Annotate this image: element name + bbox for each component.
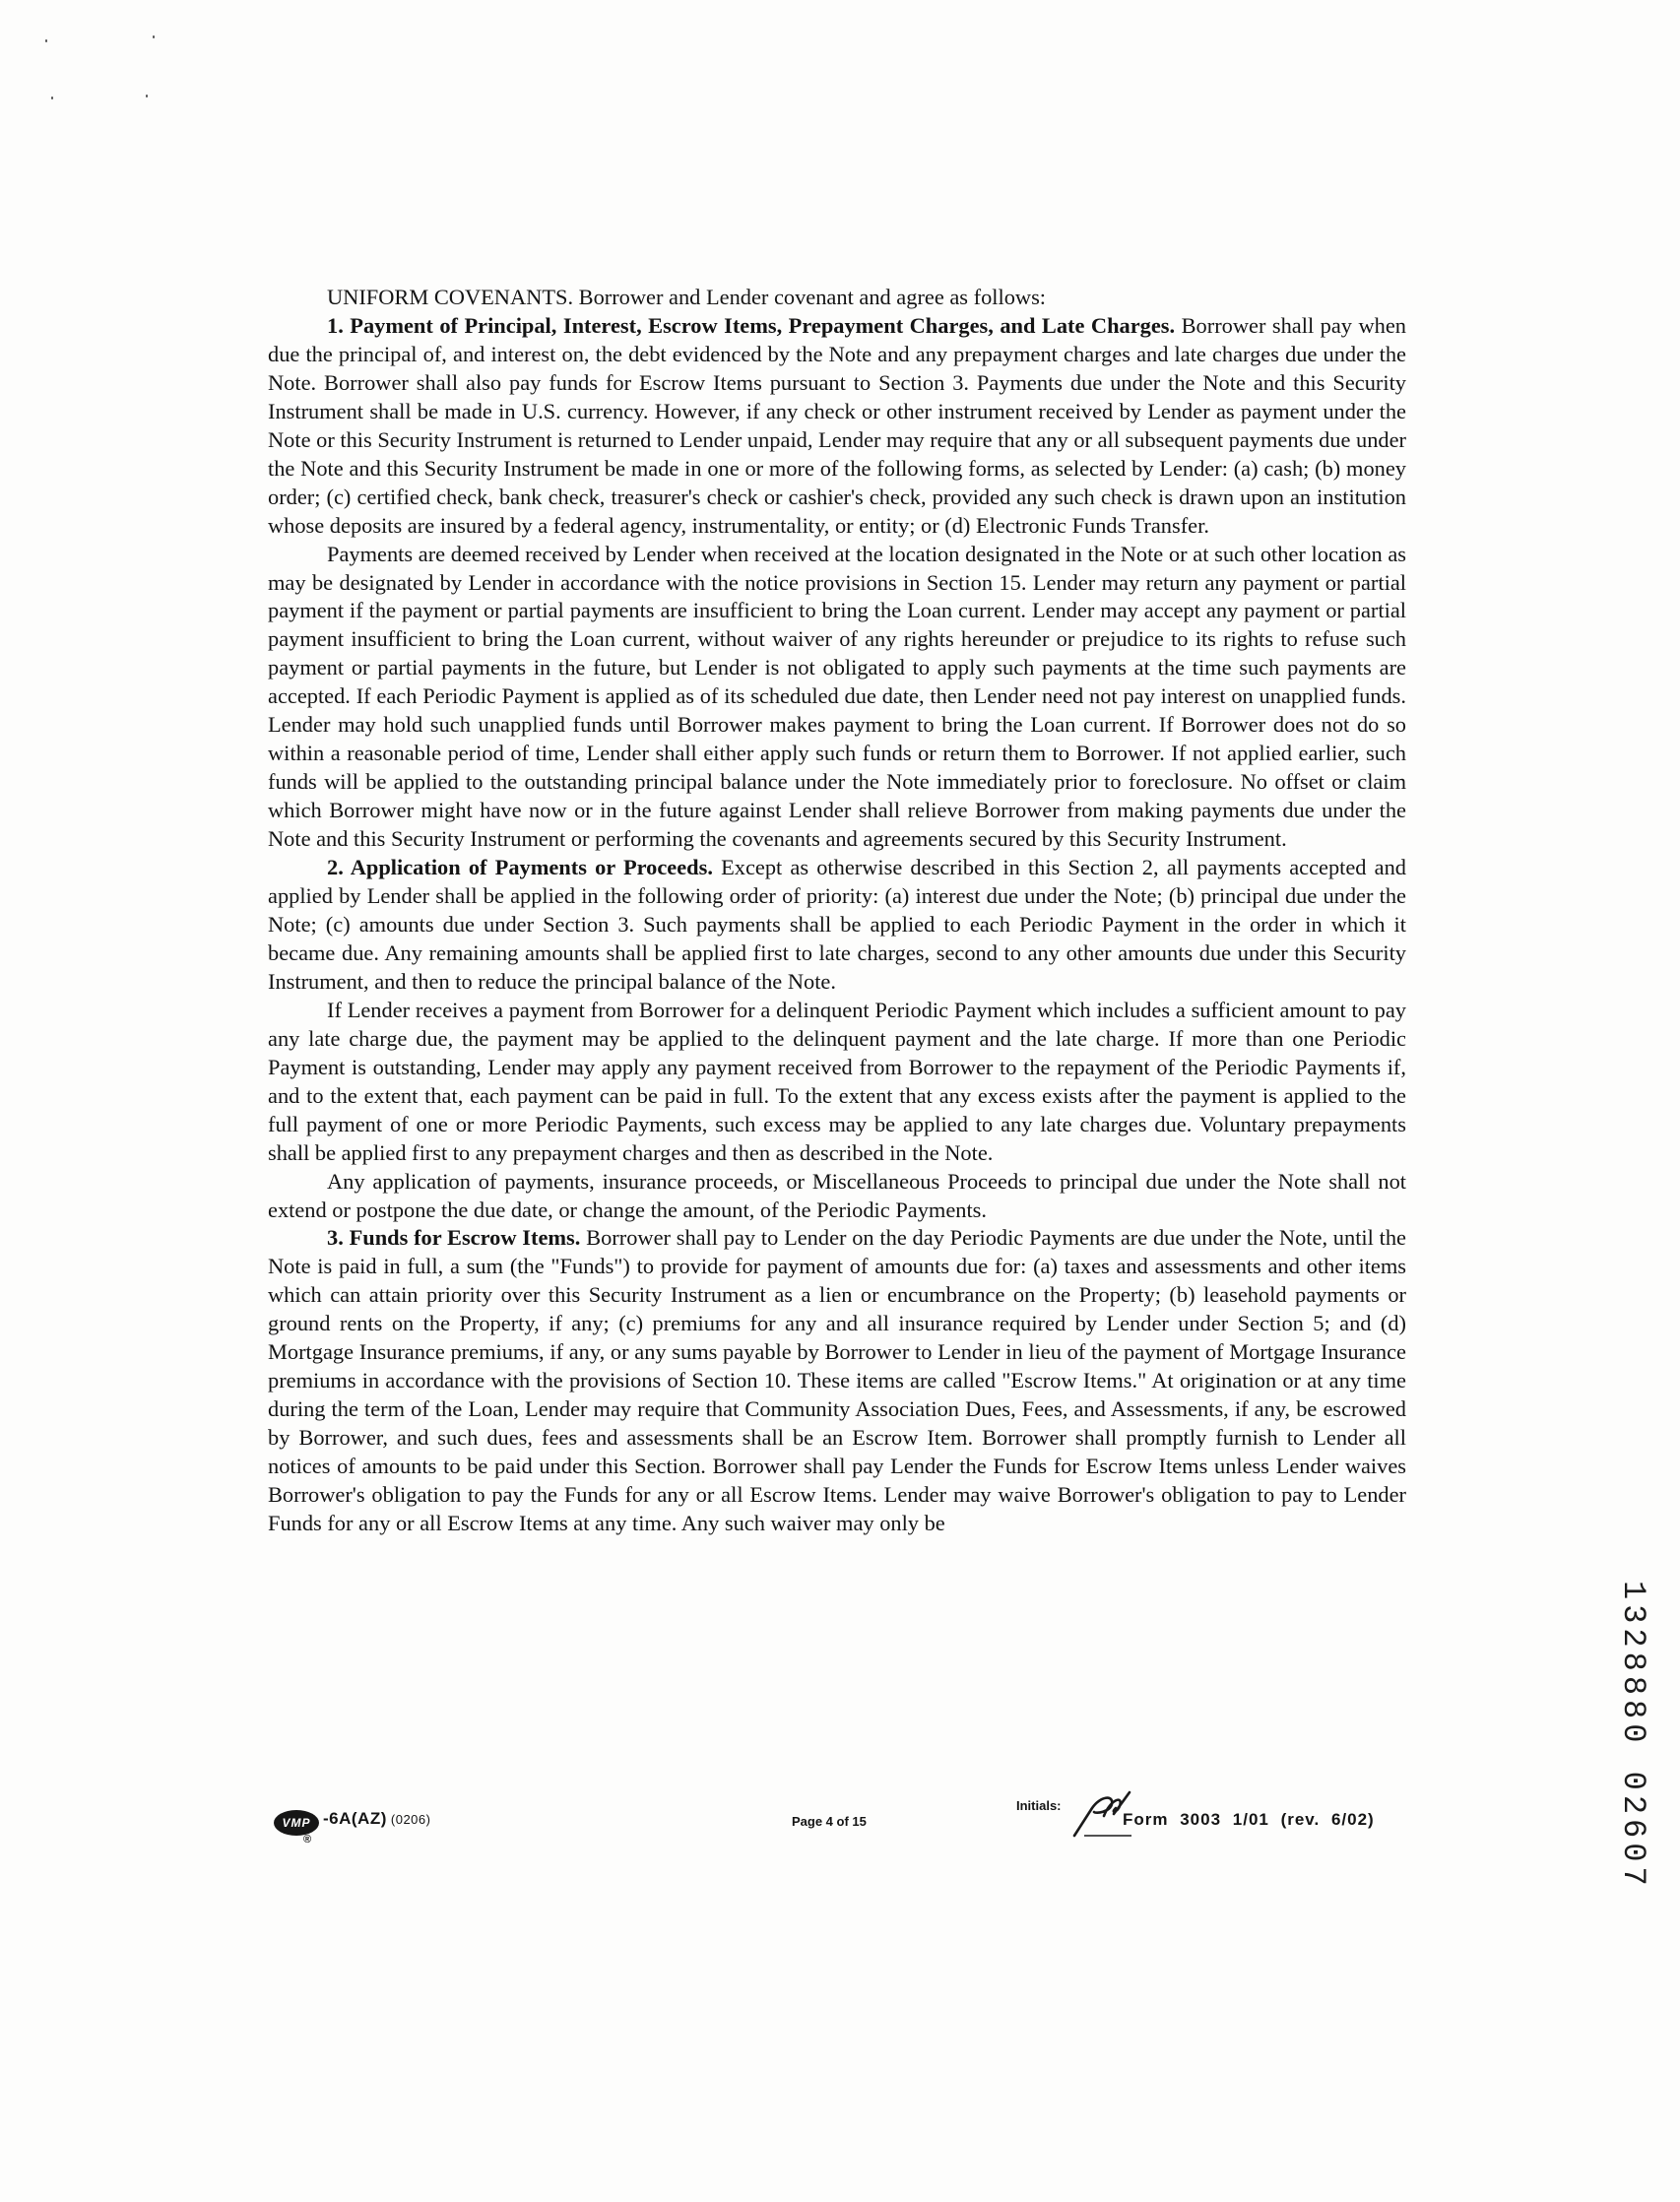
- form-code-text: -6A(AZ): [323, 1809, 387, 1828]
- page-footer: [268, 1790, 1410, 1849]
- form-identifier: Form 3003 1/01 (rev. 6/02): [1123, 1810, 1375, 1829]
- section-3-body: Borrower shall pay to Lender on the day Periodic Payments are due under the Note, until the Note is paid in full, a sum (the "Funds") to provide for payment of amounts due for: (a) taxes and assessments and other items which can attain priority over this Security Instrument as a lien or encumbrance on the Property; (b) leasehold payments or ground rents on the Property, if any; (c) premiums for any and all insurance required by Lender under Section 5; and (d) Mortgage Insurance premiums, if any, or any sums payable by Borrower to Lender in lieu of the payment of Mortgage Insurance premiums in accordance with the provisions of Section 10. These items are called "Escrow Items." At origination or at any time during the term of the Loan, Lender may require that Community Association Dues, Fees, and Assessments, if any, be escrowed by Borrower, and such dues, fees and assessments shall be an Escrow Item. Borrower shall promptly furnish to Lender all notices of amounts to be paid under this Section. Borrower shall pay Lender the Funds for Escrow Items unless Lender waives Borrower's obligation to pay the Funds for any or all Escrow Items. Lender may waive Borrower's obligation to pay to Lender Funds for any or all Escrow Items at any time. Any such waiver may only be: [268, 1225, 1406, 1535]
- intro-line: UNIFORM COVENANTS. Borrower and Lender covenant and agree as follows:: [327, 285, 1047, 309]
- section-1-paragraph: [268, 312, 1406, 541]
- section-1-continuation-body: Payments are deemed received by Lender when received at the location designated in the Note or at such other location as may be designated by Lender in accordance with the notice provisions in Section 15. Lender may return any payment or partial payment if the payment or partial payments are insufficient to bring the Loan current. Lender may accept any payment or partial payment insufficient to bring the Loan current, without waiver of any rights hereunder or prejudice to its rights to refuse such payment or partial payments in the future, but Lender is not obligated to apply such payments at the time such payments are accepted. If each Periodic Payment is applied as of its scheduled due date, then Lender need not pay interest on unapplied funds. Lender may hold such unapplied funds until Borrower makes payment to bring the Loan current. If Borrower does not do so within a reasonable period of time, Lender shall either apply such funds or return them to Borrower. If not applied earlier, such funds will be applied to the outstanding principal balance under the Note immediately prior to foreclosure. No offset or claim which Borrower might have now or in the future against Lender shall relieve Borrower from making payments due under the Note and this Security Instrument or performing the covenants and agreements secured by this Security Instrument.: [268, 541, 1406, 852]
- section-2-paragraph: [268, 854, 1406, 997]
- section-2-late-payment-body: If Lender receives a payment from Borrower for a delinquent Periodic Payment which includes a sufficient amount to pay any late charge due, the payment may be applied to the delinquent payment and the late charge. If more than one Periodic Payment is outstanding, Lender may apply any payment received from Borrower to the repayment of the Periodic Payments if, and to the extent that, each payment can be paid in full. To the extent that any excess exists after the payment is applied to the full payment of one or more Periodic Payments, such excess may be applied to any late charges due. Voluntary prepayments shall be applied first to any prepayment charges and then as described in the Note.: [268, 997, 1406, 1165]
- section-2-heading: 2. Application of Payments or Proceeds.: [327, 855, 713, 880]
- page-number: Page 4 of 15: [792, 1814, 867, 1829]
- section-2-late-payment-paragraph: [268, 997, 1406, 1168]
- section-2-application-body: Any application of payments, insurance proceeds, or Miscellaneous Proceeds to principal due under the Note shall not extend or postpone the due date, or change the amount, of the Periodic Payments.: [268, 1168, 1406, 1222]
- vmp-logo-icon: VMP: [274, 1810, 319, 1836]
- form-code: [323, 1809, 430, 1829]
- section-1-heading: 1. Payment of Principal, Interest, Escrow Items, Prepayment Charges, and Late Charges.: [327, 312, 1176, 338]
- document-body: [268, 284, 1406, 1538]
- recording-number-stamp: 1328880 02607: [1615, 1581, 1651, 1891]
- section-2-application-paragraph: [268, 1168, 1406, 1225]
- form-code-date: (0206): [390, 1812, 431, 1827]
- section-3-heading: 3. Funds for Escrow Items.: [327, 1225, 581, 1251]
- section-1-body: Borrower shall pay when due the principal of, and interest on, the debt evidenced by the Note and any prepayment charges and late charges due under the Note. Borrower shall also pay funds for Escrow Items pursuant to Section 3. Payments due under the Note and this Security Instrument shall be made in U.S. currency. However, if any check or other instrument received by Lender as payment under the Note or this Security Instrument is returned to Lender unpaid, Lender may require that any or all subsequent payments due under the Note and this Security Instrument be made in one or more of the following forms, as selected by Lender: (a) cash; (b) money order; (c) certified check, bank check, treasurer's check or cashier's check, provided any such check is drawn upon an institution whose deposits are insured by a federal agency, instrumentality, or entity; or (d) Electronic Funds Transfer.: [268, 312, 1406, 538]
- section-2-body: Except as otherwise described in this Section 2, all payments accepted and applied by Lender shall be applied in the following order of priority: (a) interest due under the Note; (b) principal due under the Note; (c) amounts due under Section 3. Such payments shall be applied to each Periodic Payment in the order in which it became due. Any remaining amounts shall be applied first to late charges, second to any other amounts due under this Security Instrument, and then to reduce the principal balance of the Note.: [268, 855, 1406, 994]
- section-1-continuation-paragraph: [268, 541, 1406, 854]
- section-3-paragraph: [268, 1224, 1406, 1537]
- registered-mark: ®: [303, 1834, 312, 1846]
- initials-label: Initials:: [1016, 1798, 1062, 1813]
